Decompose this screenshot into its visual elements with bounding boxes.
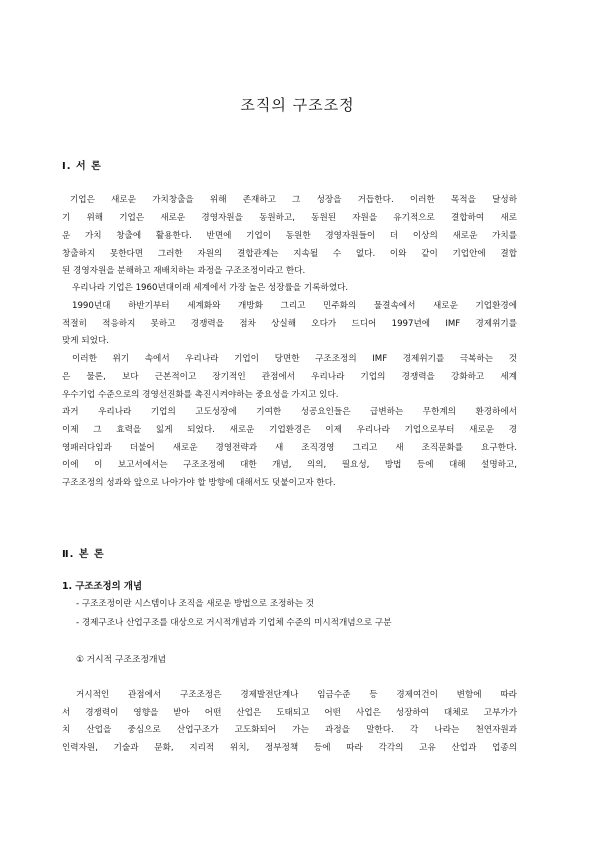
macro-line: 인력자원, 기술과 문화, 지리적 위치, 정부정책 등에 따라 각각의 고유 산업과 업종의 [62,743,517,753]
circled-subheading: ① 거시적 구조조정개념 [76,655,166,665]
section-heading-introduction: Ⅰ. 서 론 [62,161,102,172]
intro-line: 맞게 되었다. [62,336,109,346]
intro-line: 1990년대 하반기부터 세계화와 개방화 그리고 민주화의 물결속에서 새로운 기업환경에 [72,301,517,311]
macro-line: 치 산업을 중심으로 산업구조가 고도화되어 가는 과정을 말한다. 각 나라는 천연자원과 [62,725,517,735]
bullet-item: - 구조조정이란 시스템이나 조직을 새로운 방법으로 조정하는 것 [76,599,315,609]
intro-line: 우수기업 수준으로의 경영선진화를 촉진시켜야하는 중요성을 가지고 있다. [62,390,339,400]
intro-line: 창출하지 못한다면 그러한 자원의 결합관계는 지속될 수 없다. 이와 같이 기업안에 결합 [62,249,517,259]
subsection-heading-concept: 1. 구조조정의 개념 [62,581,143,592]
intro-line: 영패러다임과 더불어 새로운 경영전략과 새 조직경영 그리고 새 조직문화를 요구한다. [62,443,517,453]
macro-line: 서 경쟁력이 영향을 받아 어떤 산업은 도태되고 어떤 사업은 성장하여 대체로 고부가가 [62,708,517,718]
document-title: 조직의 구조조정 [240,96,355,114]
intro-line: 기업은 새로운 가치창출을 위해 존재하고 그 성장을 거듭한다. 이러한 목적을 달성하 [70,195,517,205]
intro-line: 이에 이 보고서에서는 구조조정에 대한 개념, 의의, 필요성, 방법 등에 대해 설명하고, [62,460,517,470]
intro-line: 된 경영자원을 분해하고 재배치하는 과정을 구조조정이라고 한다. [62,266,306,276]
intro-line: 구조조정의 성과와 앞으로 나아가야 할 방향에 대해서도 덧붙이고자 한다. [62,478,336,488]
macro-line: 거시적인 관점에서 구조조정은 경제발전단계나 임금수준 등 경제여건이 변함에 따라 [76,690,517,700]
section-heading-body: Ⅱ. 본 론 [62,549,105,560]
bullet-item: - 경제구조나 산업구조를 대상으로 거시적개념과 기업체 수준의 미시적개념으로 구분 [76,618,392,628]
intro-line: 적절히 적응하지 못하고 경쟁력을 점차 상실해 오다가 드디어 1997년에 IMF 경제위기를 [62,319,517,329]
intro-line: 과거 우리나라 기업의 고도성장에 기여한 성공요인들은 급변하는 무한계의 환경하에서 [62,407,517,417]
intro-line: 우리나라 기업은 1960년대이래 세계에서 가장 높은 성장률을 기록하였다. [72,283,349,293]
intro-line: 기 위해 기업은 새로운 경영자원을 동원하고, 동원된 자원을 유기적으로 결합하여 새로 [62,213,517,223]
intro-line: 운 가치 창출에 활용한다. 반면에 기업이 동원한 경영자원들이 더 이상의 새로운 가치를 [62,231,517,241]
intro-line: 이러한 위기 속에서 우리나라 기업이 당면한 구조조정의 IMF 경제위기를 극복하는 것 [72,354,517,364]
intro-line: 이제 그 효력을 잃게 되었다. 새로운 기업환경은 이제 우리나라 기업으로부터 새로운 경 [62,425,517,435]
intro-line: 은 물론, 보다 근본적이고 장기적인 관점에서 우리나라 기업의 경쟁력을 강화하고 세계 [62,372,517,382]
